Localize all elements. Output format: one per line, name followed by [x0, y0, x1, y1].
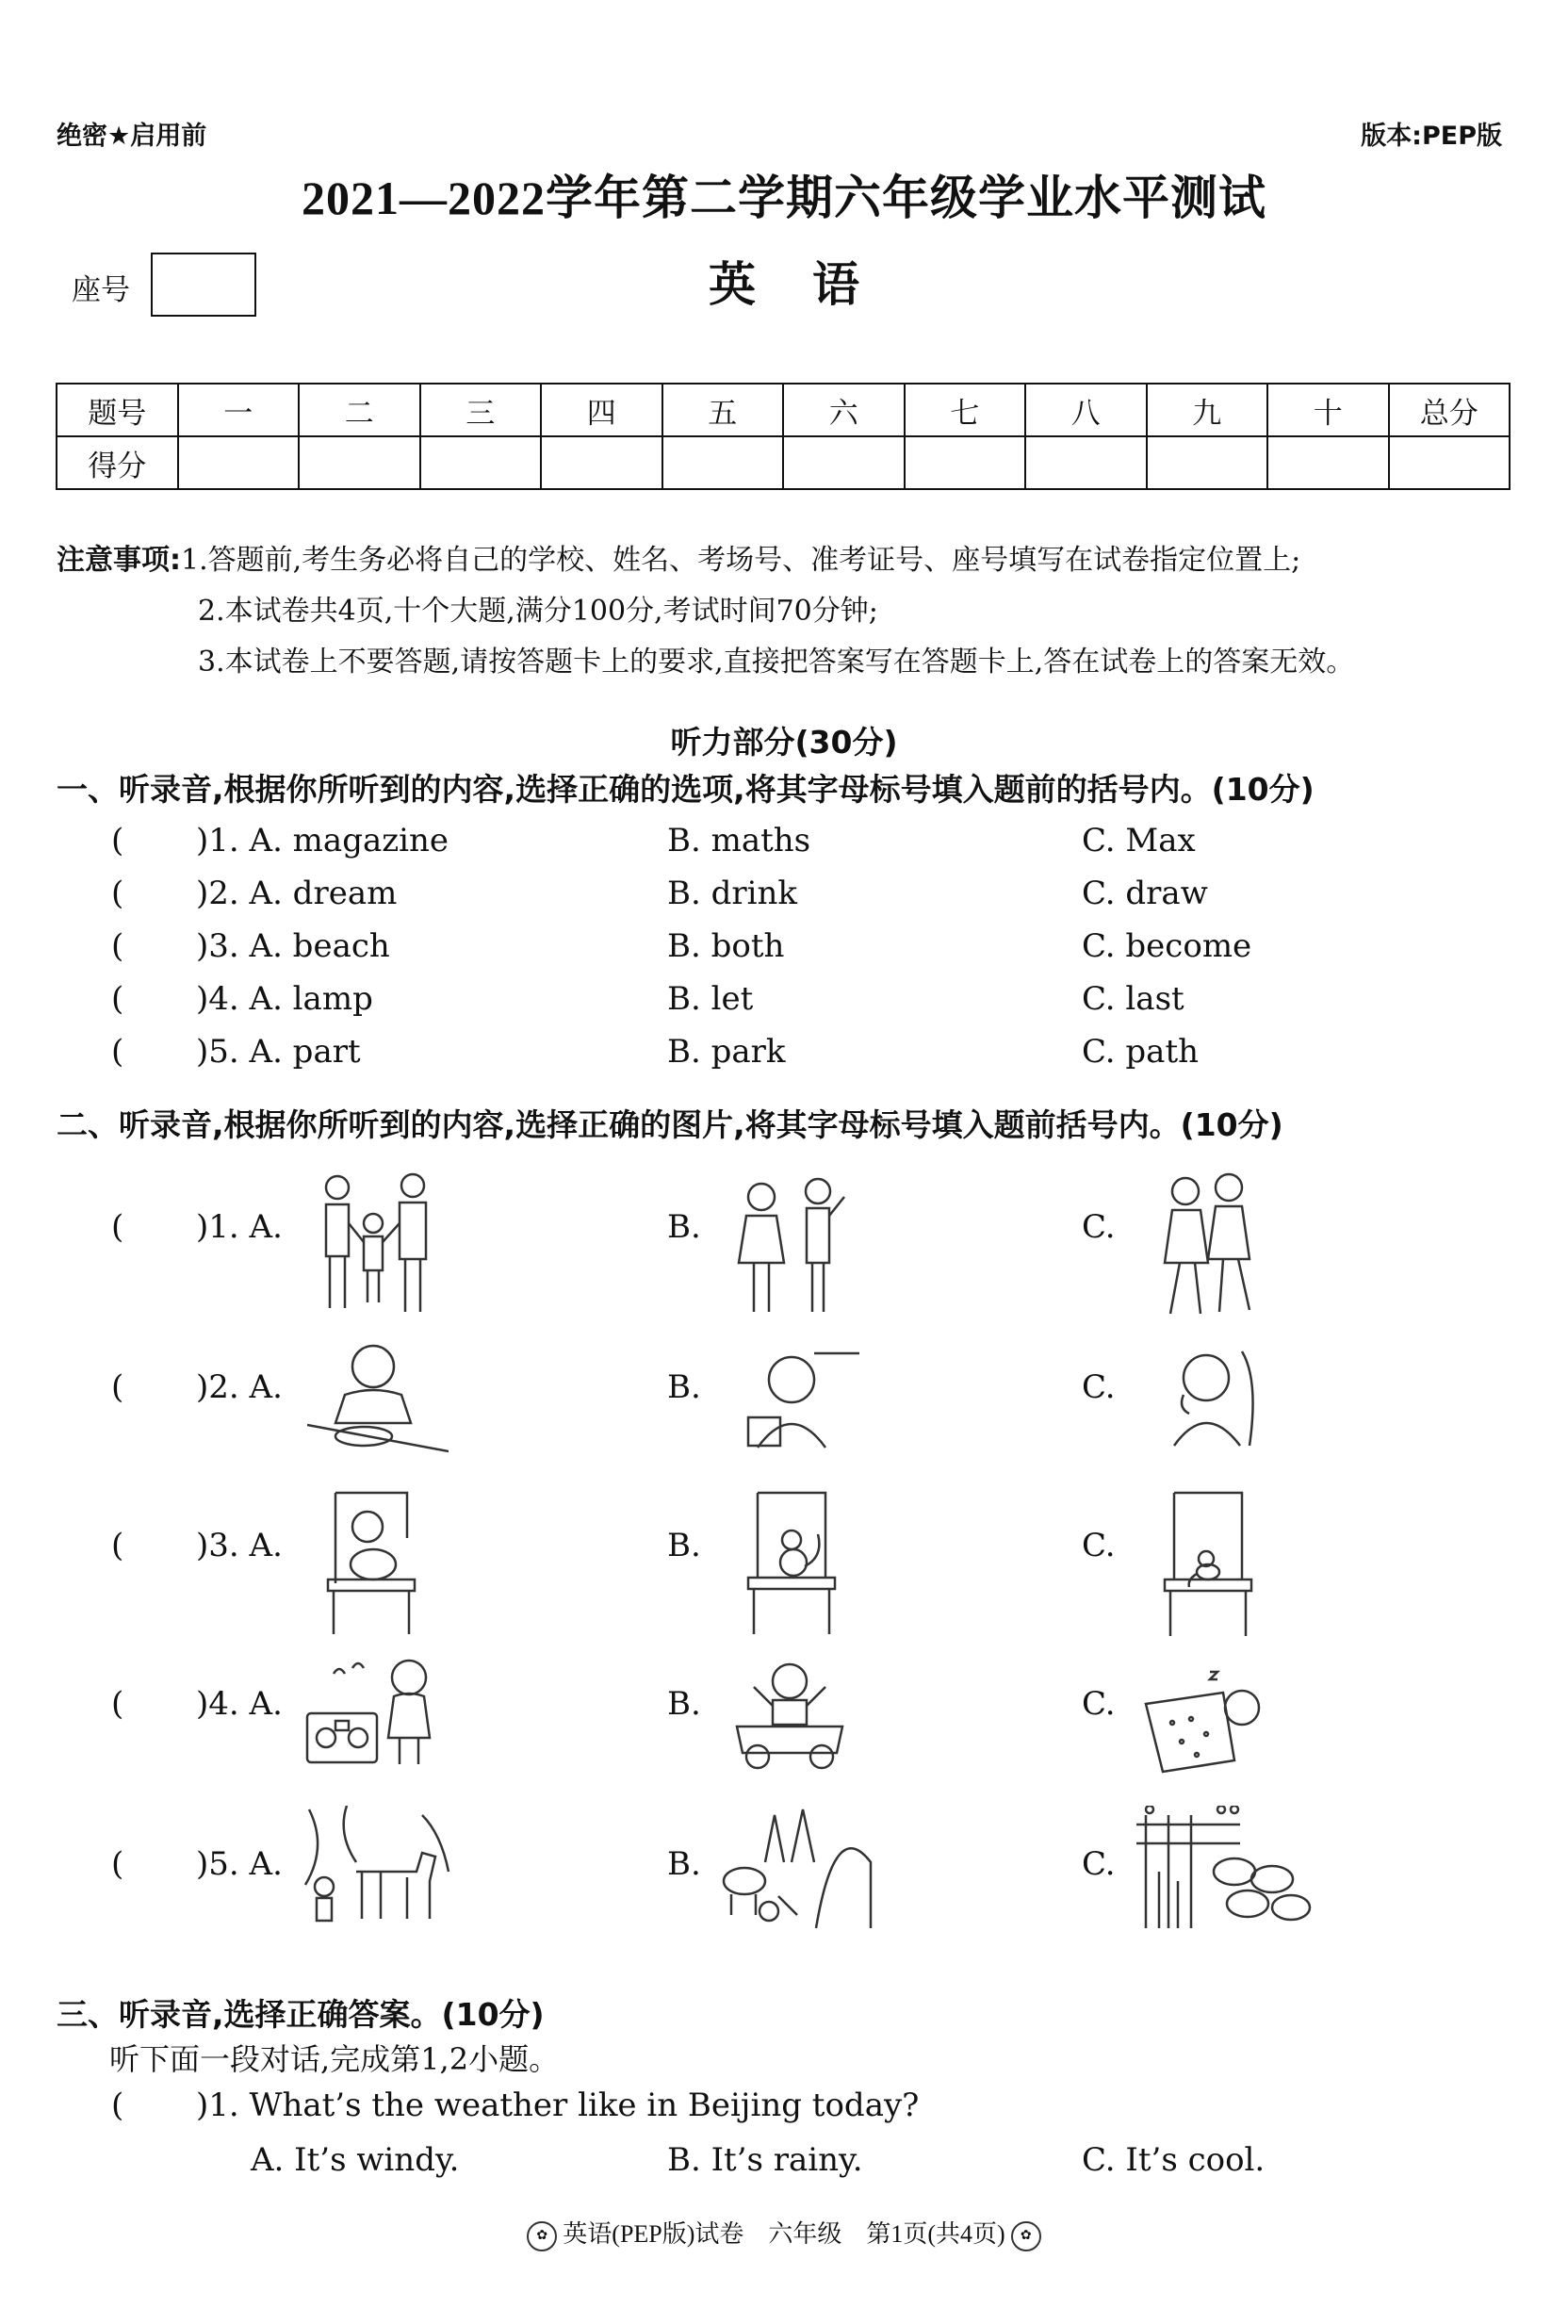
question-option-c: C.	[1082, 1208, 1116, 1246]
table-cell: 二	[299, 384, 420, 436]
question-option-b: B. park	[667, 1033, 786, 1071]
answer-paren[interactable]: (	[111, 1368, 124, 1406]
table-cell: 总分	[1389, 384, 1511, 436]
answer-paren[interactable]: (	[111, 2087, 124, 2124]
question-option-b: B.	[667, 1368, 701, 1406]
section3-heading: 三、听录音,选择正确答案。(10分)	[57, 1996, 545, 2033]
baby-sleeping-picture-icon	[1140, 1662, 1268, 1774]
note-item: 3.本试卷上不要答题,请按答题卡上的要求,直接把答案写在答题卡上,答在试卷上的答案无效。	[198, 646, 1355, 679]
question-option-c: C.	[1082, 1368, 1116, 1406]
footer-text: 英语(PEP版)试卷 六年级 第1页(共4页)	[563, 2220, 1005, 2248]
question-option-b: B.	[667, 1527, 701, 1564]
table-row	[57, 384, 1510, 436]
page-footer	[0, 2215, 1568, 2251]
score-cell[interactable]	[299, 436, 420, 489]
table-cell: 七	[905, 384, 1026, 436]
answer-paren[interactable]: (	[111, 1685, 124, 1723]
section3-intro: 听下面一段对话,完成第1,2小题。	[109, 2041, 560, 2077]
confidential-label: 绝密★启用前	[57, 122, 207, 151]
section2-heading: 二、听录音,根据你所听到的内容,选择正确的图片,将其字母标号填入题前括号内。(10分)	[57, 1106, 1283, 1143]
subject-title: 英语	[709, 257, 916, 312]
table-cell: 九	[1147, 384, 1268, 436]
girls-waving-picture-icon	[724, 1169, 856, 1317]
score-cell[interactable]	[1025, 436, 1147, 489]
seal-icon: ✿	[1011, 2221, 1041, 2251]
notes-label: 注意事项:	[57, 544, 181, 577]
question-option-c: C.	[1082, 1527, 1116, 1564]
score-cell[interactable]	[1147, 436, 1268, 489]
question-label: )5. A.	[196, 1845, 283, 1883]
farm-cows-picture-icon	[712, 1806, 873, 1934]
answer-paren[interactable]: (	[111, 875, 124, 912]
question-option-b: B. both	[667, 927, 785, 965]
listening-title: 听力部分(30分)	[670, 724, 898, 761]
question-option-a: )5. A. part	[196, 1033, 361, 1071]
baby-car-picture-icon	[731, 1659, 848, 1772]
farm-sheep-picture-icon	[1131, 1806, 1315, 1934]
baby-radio-picture-icon	[305, 1655, 447, 1770]
girls-walking-picture-icon	[1152, 1167, 1265, 1319]
answer-paren[interactable]: (	[111, 1208, 124, 1246]
question-option-a: )4. A. lamp	[196, 980, 373, 1018]
section1-heading: 一、听录音,根据你所听到的内容,选择正确的选项,将其字母标号填入题前的括号内。(10分)	[57, 771, 1315, 808]
woman-reading-picture-icon	[720, 1342, 861, 1451]
woman-cooking-picture-icon	[307, 1338, 449, 1453]
question-text: )1. What’s the weather like in Beijing today?	[196, 2087, 920, 2124]
answer-paren[interactable]: (	[111, 1527, 124, 1564]
question-option-b: B. maths	[667, 822, 811, 859]
question-label: )3. A.	[196, 1527, 283, 1564]
score-cell[interactable]	[178, 436, 300, 489]
question-label: )4. A.	[196, 1685, 283, 1723]
table-row	[57, 436, 1510, 489]
seal-icon: ✿	[527, 2221, 557, 2251]
answer-paren[interactable]: (	[111, 927, 124, 965]
table-cell: 得分	[57, 436, 178, 489]
table-cell: 八	[1025, 384, 1147, 436]
cat-on-chair-picture-icon	[744, 1487, 839, 1636]
score-cell[interactable]	[662, 436, 784, 489]
seat-label: 座号	[72, 273, 130, 307]
table-cell: 题号	[57, 384, 178, 436]
question-option-a: )1. A. magazine	[196, 822, 449, 859]
score-cell[interactable]	[783, 436, 905, 489]
table-cell: 一	[178, 384, 300, 436]
question-option-b: B.	[667, 1685, 701, 1723]
score-cell[interactable]	[905, 436, 1026, 489]
exam-title: 2021—2022学年第二学期六年级学业水平测试	[302, 172, 1266, 224]
question-option-c: C. become	[1082, 927, 1252, 965]
question-label: )1. A.	[196, 1208, 283, 1246]
answer-paren[interactable]: (	[111, 822, 124, 859]
score-cell[interactable]	[541, 436, 662, 489]
question-option-a: A. It’s windy.	[251, 2141, 460, 2179]
question-option-b: B.	[667, 1208, 701, 1246]
family-picture-icon	[309, 1167, 441, 1317]
dog-on-chair-picture-icon	[324, 1489, 418, 1636]
woman-phone-picture-icon	[1152, 1342, 1265, 1449]
table-cell: 四	[541, 384, 662, 436]
answer-paren[interactable]: (	[111, 1033, 124, 1071]
question-option-c: C. It’s cool.	[1082, 2141, 1266, 2179]
table-cell: 六	[783, 384, 905, 436]
question-option-b: B.	[667, 1845, 701, 1883]
question-option-a: )3. A. beach	[196, 927, 390, 965]
note-item: 1.答题前,考生务必将自己的学校、姓名、考场号、准考证号、座号填写在试卷指定位置上;	[181, 544, 1301, 577]
question-option-c: C. path	[1082, 1033, 1200, 1071]
score-cell[interactable]	[1267, 436, 1389, 489]
question-option-b: B. let	[667, 980, 754, 1018]
score-cell[interactable]	[1389, 436, 1511, 489]
mouse-on-chair-picture-icon	[1161, 1487, 1255, 1638]
answer-paren[interactable]: (	[111, 980, 124, 1018]
notes-block	[57, 535, 1354, 688]
question-option-c: C. last	[1082, 980, 1184, 1018]
score-cell[interactable]	[420, 436, 542, 489]
answer-paren[interactable]: (	[111, 1845, 124, 1883]
table-cell: 十	[1267, 384, 1389, 436]
question-option-a: )2. A. dream	[196, 875, 398, 912]
edition-label: 版本:PEP版	[1361, 122, 1502, 151]
question-option-c: C. Max	[1082, 822, 1196, 859]
question-option-c: C.	[1082, 1845, 1116, 1883]
question-option-b: B. drink	[667, 875, 797, 912]
question-option-b: B. It’s rainy.	[667, 2141, 863, 2179]
farm-horse-picture-icon	[290, 1806, 452, 1934]
question-option-c: C. draw	[1082, 875, 1208, 912]
table-cell: 五	[662, 384, 784, 436]
question-label: )2. A.	[196, 1368, 283, 1406]
score-table	[56, 383, 1511, 490]
note-item: 2.本试卷共4页,十个大题,满分100分,考试时间70分钟;	[198, 595, 878, 628]
question-option-c: C.	[1082, 1685, 1116, 1723]
table-cell: 三	[420, 384, 542, 436]
